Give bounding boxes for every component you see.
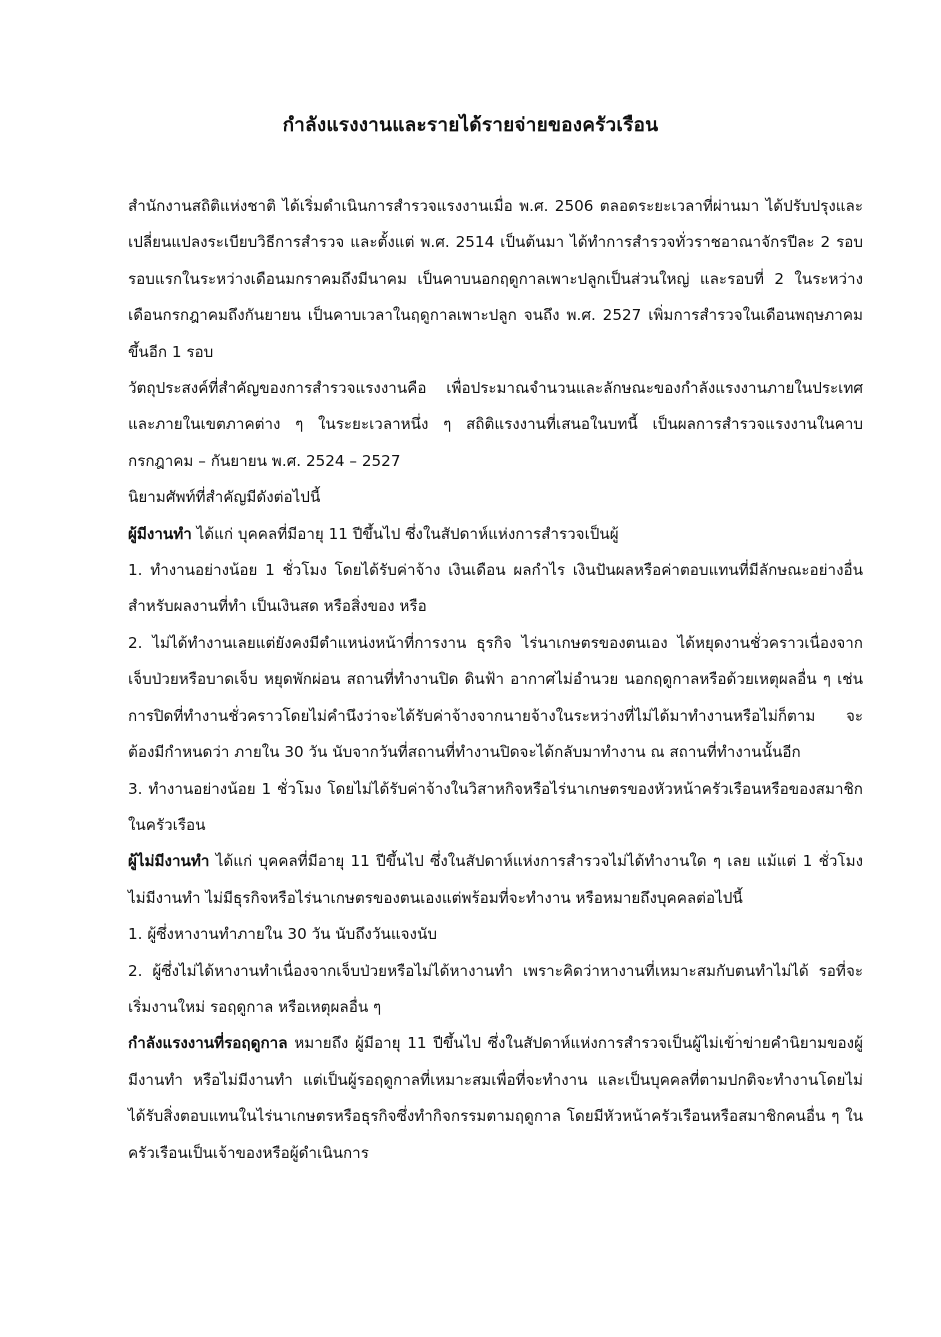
paragraph-intro: [128, 188, 863, 370]
definition-unemployed: [128, 843, 863, 916]
employed-criterion-1-text: 1. ทำงานอย่างน้อย 1 ชั่วโมง โดยได้รับค่าจ้าง เงินเดือน ผลกำไร เงินปันผลหรือค่าตอบแทนที่มีลักษณะอย่างอื่น สำหรับผลงานที่ทำ เป็นเงินสด หรือสิ่งของ หรือ: [128, 561, 863, 616]
paragraph-objective-text: วัตถุประสงค์ที่สำคัญของการสำรวจแรงงานคือ เพื่อประมาณจำนวนและลักษณะของกำลังแรงงานภายในประเทศ และภายในเขตภาคต่าง ๆ ในระยะเวลาหนึ่ง ๆ สถิติแรงงานที่เสนอในบทนี้ เป็นผลการสำรวจแรงงานในคาบ กรกฎาคม – กันยายน พ.ศ. 2524 – 2527: [128, 379, 863, 470]
paragraph-objective: [128, 370, 863, 479]
scan-speck: [736, 1032, 738, 1034]
definition-unemployed-term: ผู้ไม่มีงานทำ: [128, 852, 210, 871]
paragraph-definitions-intro: [128, 479, 863, 515]
definition-unemployed-text: ได้แก่ บุคคลที่มีอายุ 11 ปีขึ้นไป ซึ่งในสัปดาห์แห่งการสำรวจไม่ได้ทำงานใด ๆ เลย แม้แต่ 1 ชั่วโมง ไม่มีงานทำ ไม่มีธุรกิจหรือไร่นาเกษตรของตนเองแต่พร้อมที่จะทำงาน หรือหมายถึงบุคคลต่อไปนี้: [128, 852, 863, 907]
definition-employed-term: ผู้มีงานทำ: [128, 524, 192, 543]
employed-criterion-2-text: 2. ไม่ได้ทำงานเลยแต่ยังคงมีตำแหน่งหน้าที่การงาน ธุรกิจ ไร่นาเกษตรของตนเอง ได้หยุดงานชั่วคราวเนื่องจากเจ็บป่วยหรือบาดเจ็บ หยุดพักผ่อน สถานที่ทำงานปิด ดินฟ้า อากาศไม่อำนวย นอกฤดูกาลหรือด้วยเหตุผลอื่น ๆ เช่น การปิดที่ทำงานชั่วคราวโดยไม่คำนึงว่าจะได้รับค่าจ้างจากนายจ้างในระหว่างที่ไม่ได้มาทำงานหรือไม่ก็ตาม จะต้องมีกำหนดว่า ภายใน 30 วัน นับจากวันที่สถานที่ทำงานปิดจะได้กลับมาทำงาน ณ สถานที่ทำงานนั้นอีก: [128, 633, 863, 762]
definition-seasonal-labor-term: กำลังแรงงานที่รอฤดูกาล: [128, 1034, 288, 1053]
document-title: กำลังแรงงานและรายได้รายจ่ายของครัวเรือน: [282, 114, 659, 136]
unemployed-criterion-1: [128, 916, 863, 952]
paragraph-definitions-intro-text: นิยามศัพท์ที่สำคัญมีดังต่อไปนี้: [128, 488, 321, 507]
unemployed-criterion-2-text: 2. ผู้ซึ่งไม่ได้หางานทำเนื่องจากเจ็บป่วยหรือไม่ได้หางานทำ เพราะคิดว่าหางานที่เหมาะสมกับตนทำไม่ได้ รอที่จะเริ่มงานใหม่ รอฤดูกาล หรือเหตุผลอื่น ๆ: [128, 961, 863, 1016]
definition-employed: [128, 516, 863, 552]
employed-criterion-3-text: 3. ทำงานอย่างน้อย 1 ชั่วโมง โดยไม่ได้รับค่าจ้างในวิสาหกิจหรือไร่นาเกษตรของหัวหน้าครัวเรือนหรือของสมาชิกในครัวเรือน: [128, 779, 863, 834]
definition-seasonal-labor: [128, 1025, 863, 1171]
document-body: [128, 188, 863, 1171]
definition-employed-text: ได้แก่ บุคคลที่มีอายุ 11 ปีขึ้นไป ซึ่งในสัปดาห์แห่งการสำรวจเป็นผู้: [191, 524, 619, 543]
definition-seasonal-labor-text: หมายถึง ผู้มีอายุ 11 ปีขึ้นไป ซึ่งในสัปดาห์แห่งการสำรวจเป็นผู้ไม่เข้าข่ายคำนิยามของผู้มีงานทำ หรือไม่มีงานทำ แต่เป็นผู้รอฤดูกาลที่เหมาะสมเพื่อที่จะทำงาน และเป็นบุคคลที่ตามปกติจะทำงานโดยไม่ได้รับสิ่งตอบแทนในไร่นาเกษตรหรือธุรกิจซึ่งทำกิจกรรมตามฤดูกาล โดยมีหัวหน้าครัวเรือนหรือสมาชิกคนอื่น ๆ ในครัวเรือนเป็นเจ้าของหรือผู้ดำเนินการ: [128, 1034, 863, 1162]
paragraph-intro-text: สำนักงานสถิติแห่งชาติ ได้เริ่มดำเนินการสำรวจแรงงานเมื่อ พ.ศ. 2506 ตลอดระยะเวลาที่ผ่านมา ได้ปรับปรุงและเปลี่ยนแปลงระเบียบวิธีการสำรวจ และตั้งแต่ พ.ศ. 2514 เป็นต้นมา ได้ทำการสำรวจทั่วราชอาณาจักรปีละ 2 รอบ รอบแรกในระหว่างเดือนมกราคมถึงมีนาคม เป็นคาบนอกฤดูกาลเพาะปลูกเป็นส่วนใหญ่ และรอบที่ 2 ในระหว่างเดือนกรกฎาคมถึงกันยายน เป็นคาบเวลาในฤดูกาลเพาะปลูก จนถึง พ.ศ. 2527 เพิ่มการสำรวจในเดือนพฤษภาคมขึ้นอีก 1 รอบ: [128, 197, 863, 361]
employed-criterion-1: [128, 552, 863, 625]
unemployed-criterion-2: [128, 953, 863, 1026]
unemployed-criterion-1-text: 1. ผู้ซึ่งหางานทำภายใน 30 วัน นับถึงวันแจงนับ: [128, 925, 437, 944]
employed-criterion-2: [128, 625, 863, 771]
employed-criterion-3: [128, 771, 863, 844]
